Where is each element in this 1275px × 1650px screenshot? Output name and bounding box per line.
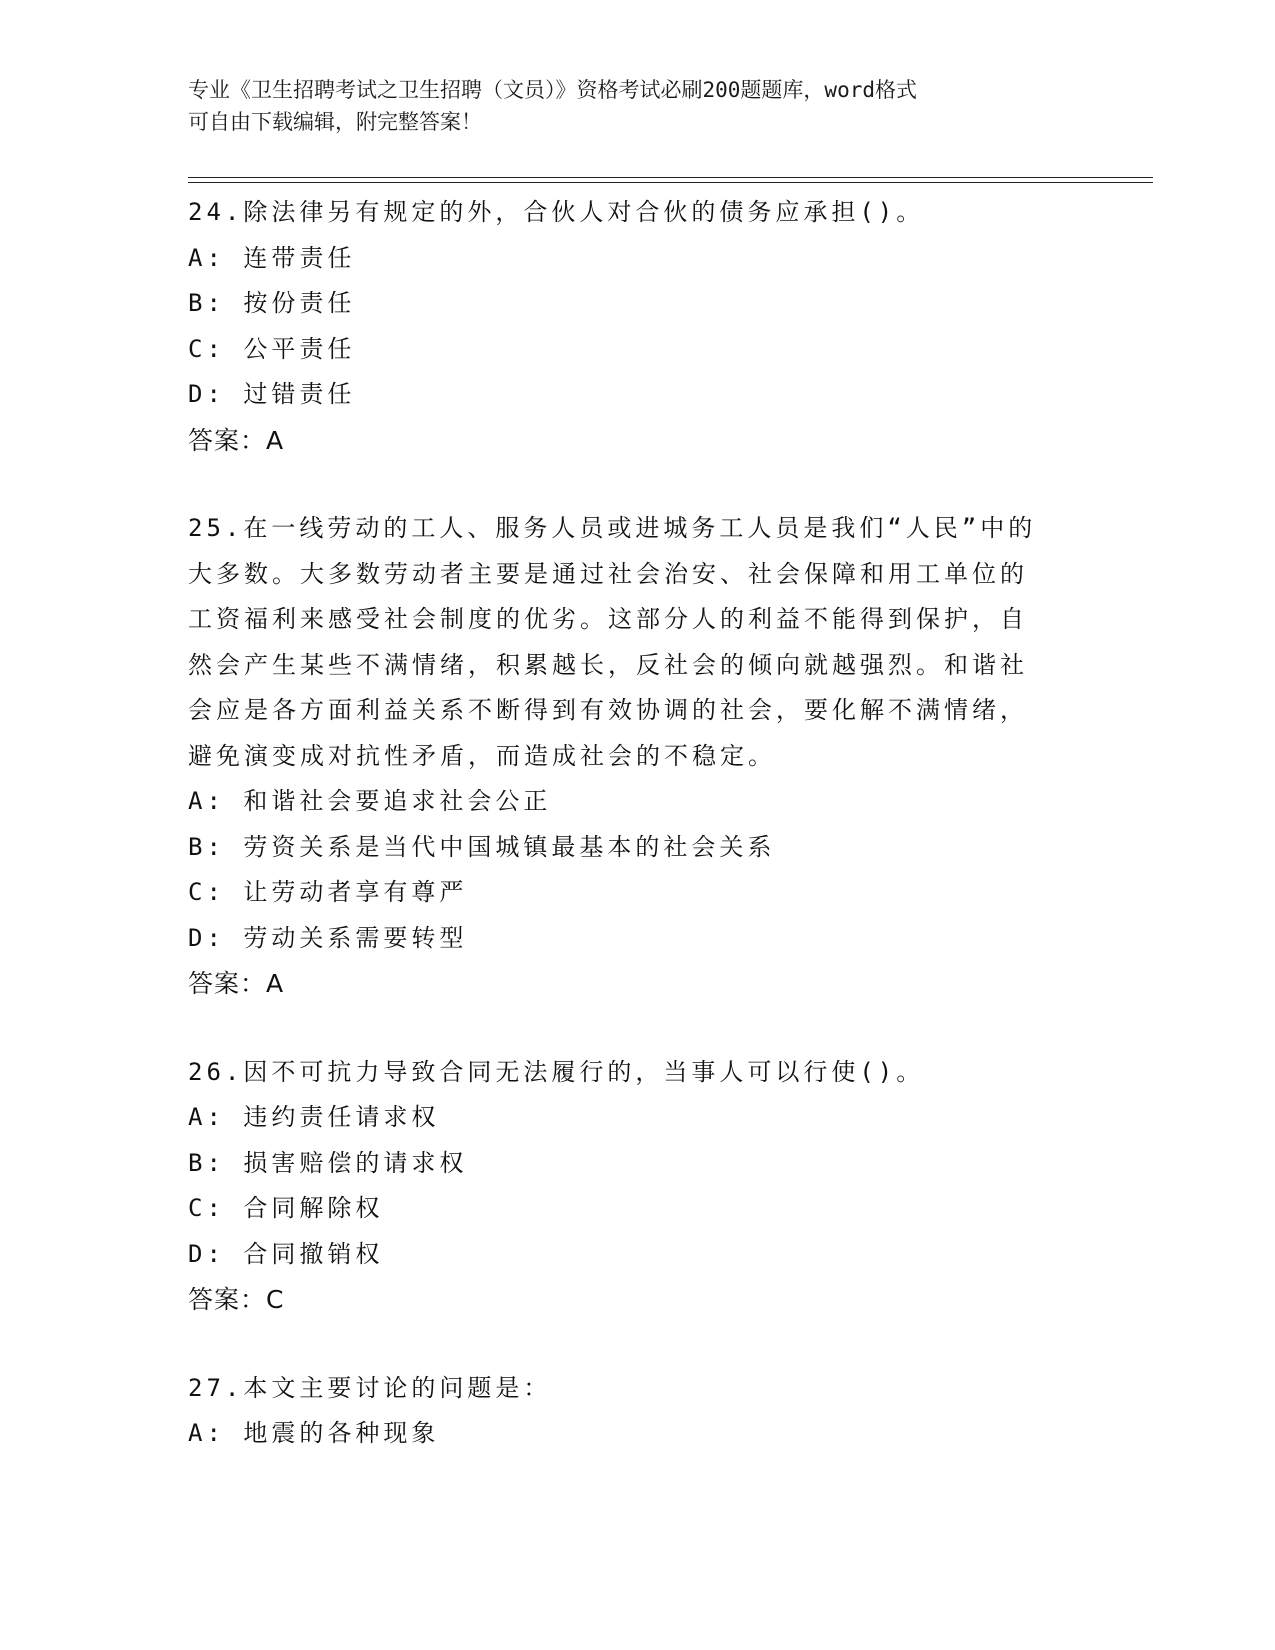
option-b: B: 按份责任 — [188, 289, 356, 317]
answer-line: 答案：C — [188, 1285, 285, 1314]
question-stem: 26.因不可抗力导致合同无法履行的，当事人可以行使()。 — [188, 1057, 925, 1086]
question-stem-line-4: 然会产生某些不满情绪，积累越长，反社会的倾向就越强烈。和谐社 — [188, 650, 1028, 679]
answer-line: 答案：A — [188, 969, 285, 998]
answer-line: 答案：A — [188, 425, 285, 455]
question-26 — [188, 1050, 1088, 1323]
option-a: A: 地震的各种现象 — [188, 1419, 440, 1447]
option-b: B: 损害赔偿的请求权 — [188, 1148, 468, 1177]
question-stem-line-2: 大多数。大多数劳动者主要是通过社会治安、社会保障和用工单位的 — [188, 559, 1028, 588]
header-line-1: 专业《卫生招聘考试之卫生招聘（文员）》资格考试必刷200题题库，word格式 — [188, 78, 917, 102]
header-divider-bottom — [188, 182, 1153, 183]
question-stem-line-6: 避免演变成对抗性矛盾，而造成社会的不稳定。 — [188, 741, 776, 770]
question-27 — [188, 1366, 1088, 1457]
document-header — [188, 74, 1068, 138]
question-24 — [188, 190, 1088, 463]
option-c: C: 公平责任 — [188, 334, 356, 363]
question-stem: 24.除法律另有规定的外，合伙人对合伙的债务应承担()。 — [188, 198, 925, 226]
header-line-2: 可自由下载编辑，附完整答案！ — [188, 110, 482, 134]
option-b: B: 劳资关系是当代中国城镇最基本的社会关系 — [188, 832, 776, 861]
question-list — [188, 190, 1088, 1500]
question-25 — [188, 506, 1088, 1007]
question-stem-line-1: 25.在一线劳动的工人、服务人员或进城务工人员是我们“人民”中的 — [188, 514, 1037, 542]
option-d: D: 合同撤销权 — [188, 1239, 384, 1268]
header-divider-top — [188, 177, 1153, 178]
question-stem: 27.本文主要讨论的问题是： — [188, 1373, 552, 1402]
option-c: C: 让劳动者享有尊严 — [188, 878, 468, 906]
option-a: A: 违约责任请求权 — [188, 1103, 440, 1131]
option-d: D: 劳动关系需要转型 — [188, 923, 468, 952]
question-stem-line-5: 会应是各方面利益关系不断得到有效协调的社会，要化解不满情绪， — [188, 696, 1028, 724]
option-a: A: 和谐社会要追求社会公正 — [188, 787, 552, 815]
option-c: C: 合同解除权 — [188, 1194, 384, 1222]
option-d: D: 过错责任 — [188, 380, 356, 408]
question-stem-line-3: 工资福利来感受社会制度的优劣。这部分人的利益不能得到保护，自 — [188, 605, 1028, 633]
option-a: A: 连带责任 — [188, 243, 356, 272]
